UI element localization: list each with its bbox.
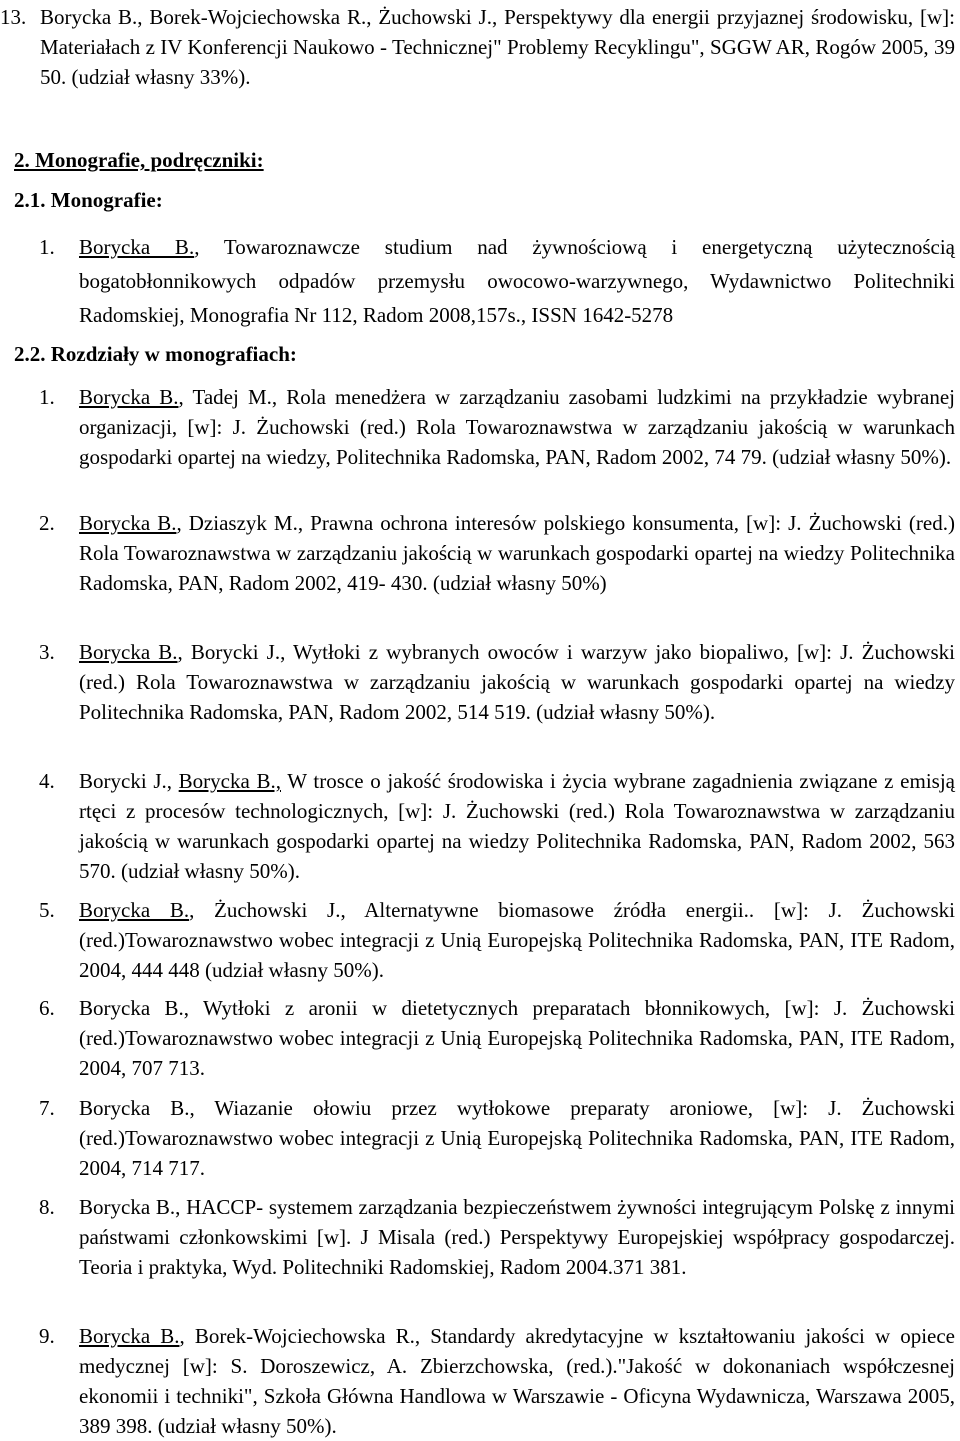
list-item-number: 13.: [0, 5, 27, 29]
list-item-text: Borycka B., Towaroznawcze studium nad żywnościową i energetyczną użytecznością bogatobłonnikowych odpadów przemysłu owocowo-warzywnego, Wydawnictwo Politechniki Radomskiej, Monografia Nr 112, Radom 2008,157s., ISSN 1642-5278: [79, 235, 955, 327]
list-item-number: 1.: [39, 385, 55, 409]
subsection-heading-rozdzialy: 2.2. Rozdziały w monografiach:: [14, 342, 297, 366]
rozdzial-item-3: [39, 637, 955, 727]
list-item-number: 4.: [39, 769, 55, 793]
author-name: Borycka B.: [79, 996, 184, 1020]
section-heading: 2. Monografie, podręczniki:: [14, 148, 264, 172]
list-item-text: Borycka B., Dziaszyk M., Prawna ochrona interesów polskiego konsumenta, [w]: J. Żuchowski (red.) Rola Towaroznawstwa w zarządzaniu jakością w warunkach gospodarki opartej na wiedzy Politechnika Radomska, PAN, Radom 2002, 419- 430. (udział własny 50%): [79, 511, 955, 595]
author-name: Borycka B.: [79, 235, 195, 259]
list-item-number: 1.: [39, 235, 55, 259]
list-item-13: [0, 2, 955, 92]
list-item-text: Borycka B., Wytłoki z aronii w dietetycznych preparatach błonnikowych, [w]: J. Żuchowski (red.)Towaroznawstwo wobec integracji z Unią Europejską Politechnika Radomska, PAN, ITE Radom, 2004, 707 713.: [79, 996, 955, 1080]
list-item-number: 3.: [39, 640, 55, 664]
author-name: Borycka B.: [79, 898, 190, 922]
list-item-number: 2.: [39, 511, 55, 535]
author-name: Borycka B.: [79, 640, 178, 664]
monografia-item-1: [39, 230, 955, 332]
author-name: Borycka B.: [79, 511, 177, 535]
rozdzial-item-2: [39, 508, 955, 598]
list-item-text: Borycka B., HACCP- systemem zarządzania bezpieczeństwem żywności integrującym Polskę z innymi państwami członkowskimi [w]. J Misala (red.) Perspektywy Europejskiej współpracy gospodarczej. Teoria i praktyka, Wyd. Politechniki Radomskiej, Radom 2004.371 381.: [79, 1195, 955, 1279]
author-name: Borycka B.,: [178, 769, 281, 793]
list-item-text: Borycka B., Borek-Wojciechowska R., Żuchowski J., Perspektywy dla energii przyjaznej środowisku, [w]: Materiałach z IV Konferencji Naukowo - Technicznej" Problemy Recyklingu", SGGW AR, Rogów 2005, 39 50. (udział własny 33%).: [40, 5, 955, 89]
list-item-number: 5.: [39, 898, 55, 922]
list-item-number: 7.: [39, 1096, 55, 1120]
rozdzial-item-9: [39, 1321, 955, 1441]
list-item-text: Borycka B., Borycki J., Wytłoki z wybranych owoców i warzyw jako biopaliwo, [w]: J. Żuchowski (red.) Rola Towaroznawstwa w zarządzaniu jakością w warunkach gospodarki opartej na wiedzy Politechnika Radomska, PAN, Radom 2002, 514 519. (udział własny 50%).: [79, 640, 955, 724]
rozdzial-item-1: [39, 382, 955, 472]
list-item-text: Borycki J., Borycka B., W trosce o jakość środowiska i życia wybrane zagadnienia związane z emisją rtęci z procesów technologicznych, [w]: J. Żuchowski (red.) Rola Towaroznawstwa w zarządzaniu jakością w warunkach gospodarki opartej na wiedzy Politechnika Radomska, PAN, Radom 2002, 563 570. (udział własny 50%).: [79, 769, 955, 883]
subsection-heading-monografie: 2.1. Monografie:: [14, 188, 163, 212]
list-item-number: 9.: [39, 1324, 55, 1348]
rozdzial-item-5: [39, 895, 955, 985]
rozdzial-item-4: [39, 766, 955, 886]
author-name: Borycka B.: [79, 1096, 190, 1120]
author-name: Borycka B.: [79, 1195, 176, 1219]
list-item-text: Borycka B., Tadej M., Rola menedżera w zarządzaniu zasobami ludzkimi na przykładzie wybranej organizacji, [w]: J. Żuchowski (red.) Rola Towaroznawstwa w zarządzaniu jakością w warunkach gospodarki opartej na wiedzy, Politechnika Radomska, PAN, Radom 2002, 74 79. (udział własny 50%).: [79, 385, 955, 469]
list-item-number: 8.: [39, 1195, 55, 1219]
list-item-number: 6.: [39, 996, 55, 1020]
author-name: Borycka B.: [79, 385, 179, 409]
list-item-text: Borycka B., Żuchowski J., Alternatywne biomasowe źródła energii.. [w]: J. Żuchowski (red.)Towaroznawstwo wobec integracji z Unią Europejską Politechnika Radomska, PAN, ITE Radom, 2004, 444 448 (udział własny 50%).: [79, 898, 955, 982]
list-item-text: Borycka B., Wiazanie ołowiu przez wytłokowe preparaty aroniowe, [w]: J. Żuchowski (red.)Towaroznawstwo wobec integracji z Unią Europejską Politechnika Radomska, PAN, ITE Radom, 2004, 714 717.: [79, 1096, 955, 1180]
author-name: Borycka B.: [79, 1324, 180, 1348]
rozdzial-item-6: [39, 993, 955, 1083]
rozdzial-item-7: [39, 1093, 955, 1183]
list-item-text: Borycka B., Borek-Wojciechowska R., Standardy akredytacyjne w kształtowaniu jakości w opiece medycznej [w]: S. Doroszewicz, A. Zbierzchowska, (red.)."Jakość w dokonaniach współczesnej ekonomii i techniki", Szkoła Główna Handlowa w Warszawie - Oficyna Wydawnicza, Warszawa 2005, 389 398. (udział własny 50%).: [79, 1324, 955, 1438]
rozdzial-item-8: [39, 1192, 955, 1282]
